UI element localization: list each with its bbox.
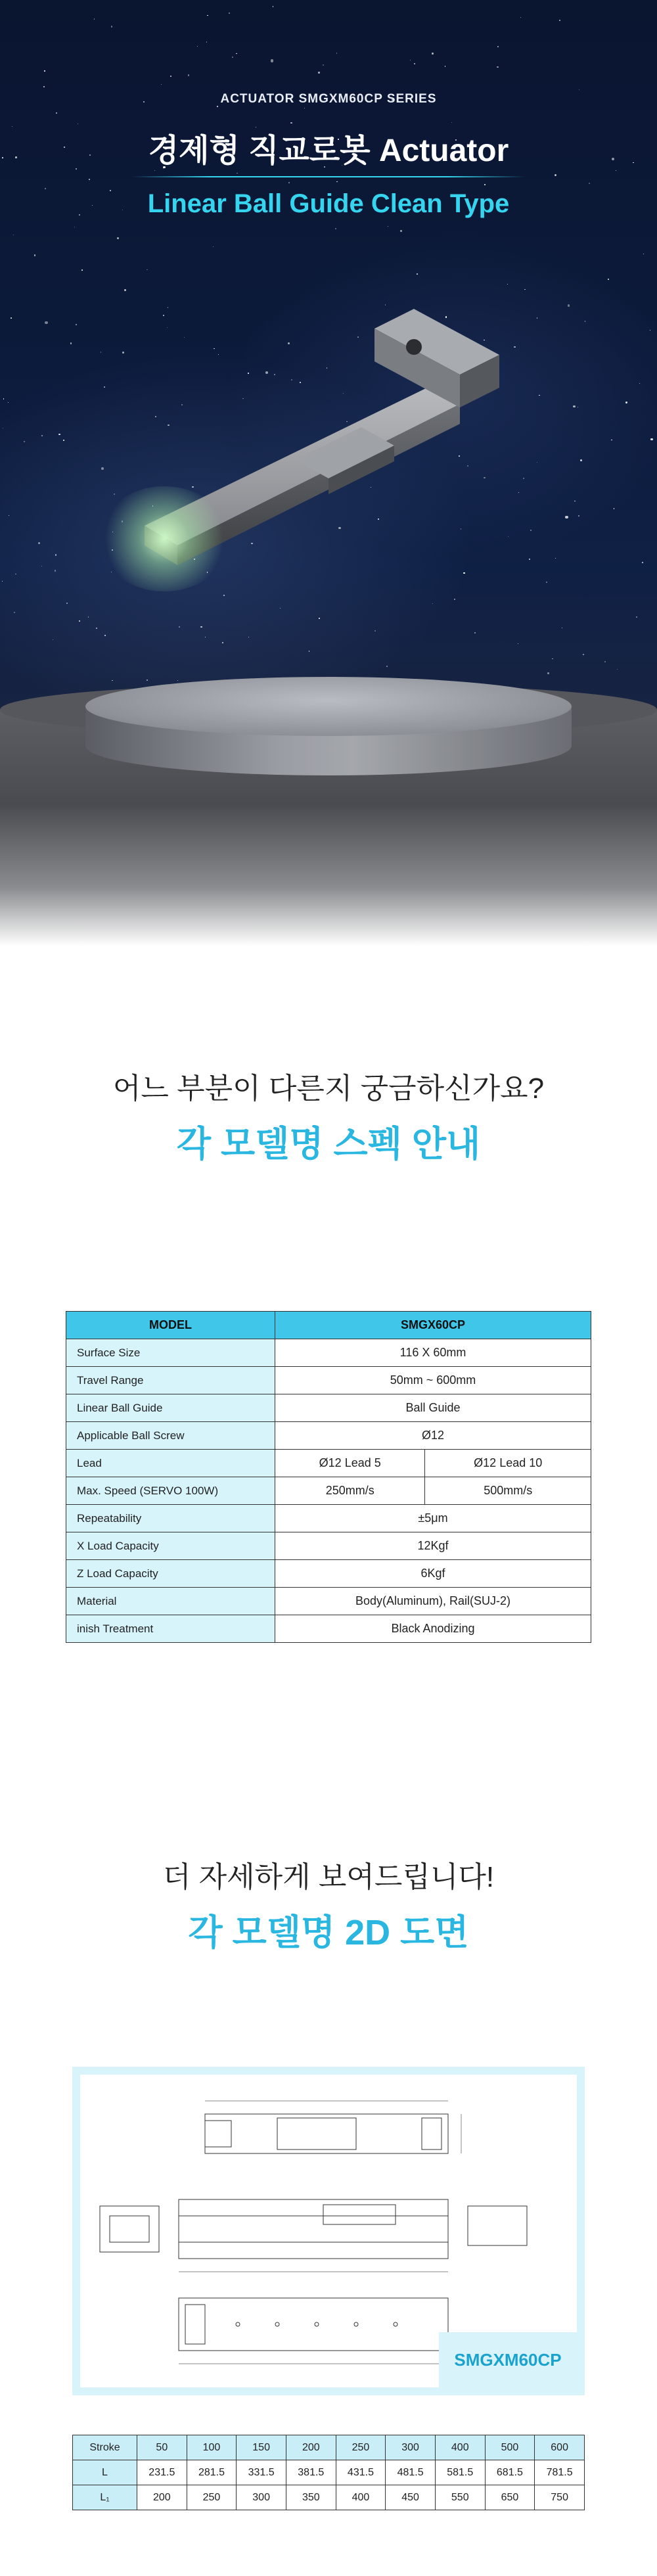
star-dot bbox=[232, 57, 234, 58]
star-dot bbox=[101, 467, 104, 470]
star-dot bbox=[552, 658, 553, 660]
stroke-cell: 450 bbox=[386, 2485, 436, 2510]
product-glow bbox=[99, 486, 230, 591]
spec-row-value: ±5μm bbox=[275, 1505, 591, 1532]
star-dot bbox=[589, 183, 590, 184]
star-dot bbox=[625, 402, 627, 403]
star-dot bbox=[547, 672, 549, 674]
star-dot bbox=[3, 398, 4, 399]
hero-title: 경제형 직교로봇 Actuator bbox=[148, 133, 509, 168]
drawing-side-view-body bbox=[179, 2199, 448, 2259]
spec-table-row bbox=[66, 1339, 591, 1367]
spec-row-value: Ø12 bbox=[275, 1422, 591, 1450]
stroke-cell: 600 bbox=[535, 2435, 585, 2460]
star-dot bbox=[585, 321, 586, 322]
stroke-table bbox=[72, 2435, 585, 2510]
spec-table-row bbox=[66, 1422, 591, 1450]
star-dot bbox=[573, 405, 575, 407]
spec-row-value: 50mm ~ 600mm bbox=[275, 1367, 591, 1394]
star-dot bbox=[55, 570, 56, 571]
spec-row-value: 250mm/s bbox=[275, 1477, 425, 1505]
spec-row-label: Linear Ball Guide bbox=[66, 1394, 275, 1422]
star-dot bbox=[484, 184, 486, 185]
spec-header-name: SMGX60CP bbox=[275, 1312, 591, 1339]
spec-row-label: Lead bbox=[66, 1450, 275, 1477]
star-dot bbox=[161, 84, 162, 85]
spec-table-row bbox=[66, 1477, 591, 1505]
spec-table-row bbox=[66, 1560, 591, 1588]
star-dot bbox=[530, 530, 532, 531]
spec-table-header bbox=[66, 1312, 591, 1339]
pedestal-top bbox=[85, 677, 572, 736]
spec-answer: 각 모델명 스펙 안내 bbox=[176, 1124, 481, 1164]
stroke-cell: 650 bbox=[485, 2485, 535, 2510]
star-dot bbox=[147, 679, 148, 681]
spec-row-value: Ø12 Lead 5 bbox=[275, 1450, 425, 1477]
star-dot bbox=[400, 230, 401, 231]
spec-row-value: Ø12 Lead 10 bbox=[425, 1450, 591, 1477]
star-dot bbox=[11, 317, 12, 319]
stroke-cell: 431.5 bbox=[336, 2460, 386, 2485]
drawing-bottom-view-body bbox=[179, 2298, 448, 2351]
star-dot bbox=[583, 654, 584, 655]
star-dot bbox=[568, 304, 570, 306]
spec-row-label: inish Treatment bbox=[66, 1615, 275, 1643]
star-dot bbox=[63, 440, 65, 442]
star-dot bbox=[386, 666, 388, 667]
stroke-cell: 300 bbox=[237, 2485, 286, 2510]
spec-row-value: 6Kgf bbox=[275, 1560, 591, 1588]
star-dot bbox=[650, 438, 653, 441]
stroke-cell: 200 bbox=[286, 2435, 336, 2460]
spec-row-value: Black Anodizing bbox=[275, 1615, 591, 1643]
star-dot bbox=[58, 434, 60, 435]
star-dot bbox=[229, 12, 230, 14]
spec-table-row bbox=[66, 1367, 591, 1394]
hero-divider bbox=[131, 176, 526, 177]
star-dot bbox=[497, 66, 498, 68]
spec-table-row bbox=[66, 1450, 591, 1477]
spec-header-model: MODEL bbox=[66, 1312, 275, 1339]
star-dot bbox=[309, 651, 310, 652]
spec-row-label: X Load Capacity bbox=[66, 1532, 275, 1560]
stroke-cell: 750 bbox=[535, 2485, 585, 2510]
star-dot bbox=[222, 642, 223, 643]
star-dot bbox=[604, 661, 606, 662]
star-dot bbox=[273, 6, 274, 7]
spec-row-label: Z Load Capacity bbox=[66, 1560, 275, 1588]
star-dot bbox=[177, 680, 178, 681]
star-dot bbox=[24, 441, 25, 442]
star-dot bbox=[56, 112, 57, 114]
spec-table-body bbox=[66, 1339, 591, 1643]
star-dot bbox=[614, 508, 615, 509]
star-dot bbox=[417, 273, 418, 275]
star-dot bbox=[236, 53, 237, 54]
star-dot bbox=[41, 435, 43, 436]
spec-row-value: 12Kgf bbox=[275, 1532, 591, 1560]
stroke-cell: 331.5 bbox=[237, 2460, 286, 2485]
spec-table-row bbox=[66, 1615, 591, 1643]
stroke-cell: 300 bbox=[386, 2435, 436, 2460]
star-dot bbox=[89, 179, 90, 180]
star-dot bbox=[335, 228, 336, 229]
star-dot bbox=[617, 669, 618, 670]
stroke-cell: 400 bbox=[336, 2485, 386, 2510]
hero-type-label: Linear Ball Guide Clean Type bbox=[147, 189, 510, 218]
spec-row-value: Ball Guide bbox=[275, 1394, 591, 1422]
stroke-cell: 550 bbox=[435, 2485, 485, 2510]
star-dot bbox=[290, 122, 292, 124]
spec-row-label: Surface Size bbox=[66, 1339, 275, 1367]
spec-section-heading bbox=[0, 1065, 657, 1166]
star-dot bbox=[555, 174, 557, 177]
star-dot bbox=[114, 494, 115, 495]
star-dot bbox=[170, 76, 171, 77]
stroke-cell: 50 bbox=[137, 2435, 187, 2460]
star-dot bbox=[104, 386, 105, 388]
star-dot bbox=[520, 17, 521, 18]
spec-row-label: Material bbox=[66, 1588, 275, 1615]
star-dot bbox=[578, 515, 579, 517]
star-dot bbox=[608, 279, 609, 280]
star-dot bbox=[117, 237, 118, 239]
2d-drawing-panel bbox=[72, 2067, 585, 2395]
star-dot bbox=[207, 15, 208, 16]
star-dot bbox=[147, 269, 148, 271]
star-dot bbox=[474, 632, 476, 633]
star-dot bbox=[55, 554, 57, 555]
spec-row-value: 116 X 60mm bbox=[275, 1339, 591, 1367]
stroke-cell: 231.5 bbox=[137, 2460, 187, 2485]
star-dot bbox=[507, 284, 508, 285]
star-dot bbox=[34, 254, 35, 256]
hero-series-label: ACTUATOR SMGXM60CP SERIES bbox=[220, 92, 437, 106]
stroke-cell: 150 bbox=[237, 2435, 286, 2460]
drawing-top-view-body bbox=[205, 2114, 448, 2153]
star-dot bbox=[96, 628, 97, 629]
star-dot bbox=[336, 53, 338, 54]
star-dot bbox=[15, 574, 16, 575]
star-dot bbox=[445, 66, 446, 67]
star-dot bbox=[574, 501, 576, 502]
stroke-cell: 400 bbox=[435, 2435, 485, 2460]
stroke-cell: 250 bbox=[187, 2485, 237, 2510]
spec-table-row bbox=[66, 1532, 591, 1560]
spec-question: 어느 부분이 다른지 궁금하신가요? bbox=[112, 1072, 545, 1105]
star-dot bbox=[539, 395, 540, 396]
star-dot bbox=[288, 182, 290, 183]
star-dot bbox=[636, 616, 637, 618]
star-dot bbox=[38, 542, 40, 544]
star-dot bbox=[14, 612, 15, 613]
star-dot bbox=[43, 86, 45, 87]
spec-row-label: Repeatability bbox=[66, 1505, 275, 1532]
star-dot bbox=[53, 639, 54, 641]
stroke-cell: 500 bbox=[485, 2435, 535, 2460]
hero-banner bbox=[0, 0, 657, 946]
star-dot bbox=[546, 582, 547, 583]
star-dot bbox=[197, 46, 198, 47]
stroke-cell: 200 bbox=[137, 2485, 187, 2510]
stroke-cell: 281.5 bbox=[187, 2460, 237, 2485]
spec-row-value: Body(Aluminum), Rail(SUJ-2) bbox=[275, 1588, 591, 1615]
star-dot bbox=[81, 269, 83, 271]
star-dot bbox=[639, 383, 640, 384]
drawing-motor-view bbox=[468, 2206, 527, 2245]
star-dot bbox=[3, 428, 4, 429]
star-dot bbox=[94, 18, 95, 20]
star-dot bbox=[111, 26, 112, 27]
stroke-cell: 781.5 bbox=[535, 2460, 585, 2485]
stroke-row-label: Stroke bbox=[73, 2435, 137, 2460]
stroke-cell: 250 bbox=[336, 2435, 386, 2460]
stroke-row-label: L bbox=[73, 2460, 137, 2485]
star-dot bbox=[79, 620, 80, 622]
star-dot bbox=[323, 64, 324, 66]
stroke-table-body bbox=[73, 2435, 585, 2510]
spec-row-label: Travel Range bbox=[66, 1367, 275, 1394]
drawing-section-heading bbox=[0, 1853, 657, 1955]
stroke-cell: 681.5 bbox=[485, 2460, 535, 2485]
star-dot bbox=[70, 342, 72, 344]
stroke-table-row bbox=[73, 2460, 585, 2485]
spec-table bbox=[66, 1311, 591, 1643]
star-dot bbox=[432, 53, 433, 54]
star-dot bbox=[2, 581, 3, 582]
stroke-cell: 481.5 bbox=[386, 2460, 436, 2485]
star-dot bbox=[76, 324, 77, 325]
star-dot bbox=[559, 20, 560, 21]
stroke-cell: 581.5 bbox=[435, 2460, 485, 2485]
spec-table-row bbox=[66, 1505, 591, 1532]
star-dot bbox=[45, 321, 47, 324]
stroke-cell: 100 bbox=[187, 2435, 237, 2460]
star-dot bbox=[497, 46, 499, 47]
stroke-cell: 350 bbox=[286, 2485, 336, 2510]
drawing-end-view bbox=[100, 2206, 159, 2252]
star-dot bbox=[44, 70, 45, 72]
spec-row-label: Max. Speed (SERVO 100W) bbox=[66, 1477, 275, 1505]
star-dot bbox=[8, 402, 9, 403]
drawing-model-tag: SMGXM60CP bbox=[439, 2332, 577, 2387]
star-dot bbox=[565, 516, 568, 518]
spec-table-row bbox=[66, 1394, 591, 1422]
drawing-answer: 각 모델명 2D 도면 bbox=[188, 1913, 469, 1952]
star-dot bbox=[555, 558, 556, 559]
stroke-cell: 381.5 bbox=[286, 2460, 336, 2485]
star-dot bbox=[580, 459, 582, 461]
spec-row-value: 500mm/s bbox=[425, 1477, 591, 1505]
star-dot bbox=[188, 74, 189, 76]
star-dot bbox=[88, 616, 89, 618]
star-dot bbox=[451, 122, 452, 123]
star-dot bbox=[336, 181, 337, 182]
stroke-table-row bbox=[73, 2485, 585, 2510]
star-dot bbox=[213, 246, 214, 247]
spec-row-label: Applicable Ball Screw bbox=[66, 1422, 275, 1450]
drawing-question: 더 자세하게 보여드립니다! bbox=[162, 1861, 495, 1893]
stroke-row-label: L₁ bbox=[73, 2485, 137, 2510]
star-dot bbox=[414, 63, 415, 64]
star-dot bbox=[271, 59, 273, 62]
spec-table-row bbox=[66, 1588, 591, 1615]
star-dot bbox=[206, 41, 207, 42]
star-dot bbox=[642, 562, 643, 563]
star-dot bbox=[318, 72, 319, 73]
